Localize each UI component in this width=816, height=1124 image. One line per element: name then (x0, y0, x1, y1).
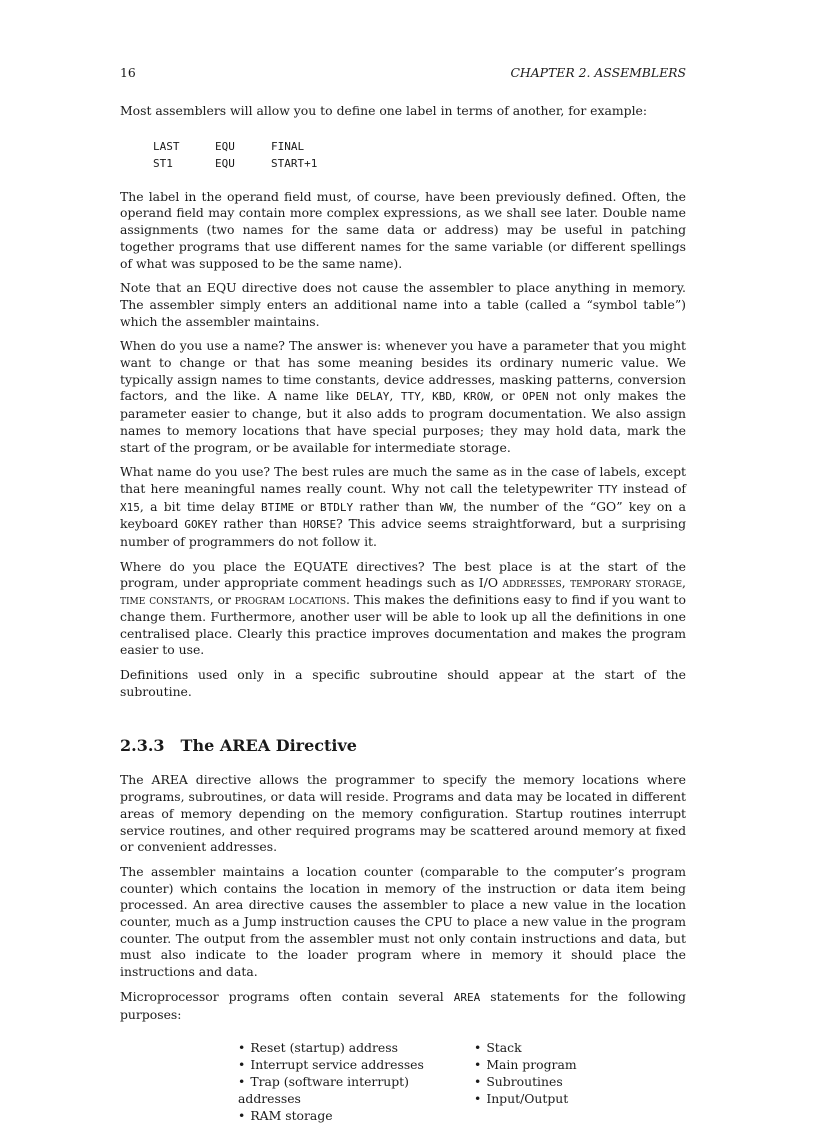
page-number: 16 (120, 65, 136, 80)
code-label: ST1 (153, 156, 173, 170)
code-op: EQU (215, 156, 235, 170)
list-item: • Interrupt service addresses (238, 1056, 456, 1073)
list-item: • Reset (startup) address (238, 1039, 456, 1056)
purpose-list (238, 1039, 686, 1124)
paragraph-area-purposes: Microprocessor programs often contain several AREA statements for the following purposes: (120, 988, 686, 1022)
page (120, 64, 686, 1124)
paragraph-operand-field: The label in the operand field must, of course, have been previously defined. Often, the operand field may contain more complex expressions, as we shall see later. Double name assignments (two names for the same data or address) may be useful in patching together programs that use different names for the same variable (or different spellings of what was supposed to be the same name). (120, 188, 686, 271)
paragraph-area-directive: The AREA directive allows the programmer to specify the memory locations where programs, subroutines, or data will reside. Programs and data may be located in different areas of memory depending on the memory configuration. Startup routines interrupt service routines, and other required programs may be scattered around memory at fixed or convenient addresses. (120, 772, 686, 855)
list-item: • Main program (474, 1056, 577, 1073)
list-item: • Input/Output (474, 1090, 577, 1107)
list-item: • Stack (474, 1039, 577, 1056)
code-line (153, 155, 686, 172)
code-op: EQU (215, 139, 235, 153)
running-head (120, 64, 686, 82)
chapter-title: CHAPTER 2. ASSEMBLERS (510, 65, 686, 80)
code-line (153, 138, 686, 155)
paragraph-location-counter: The assembler maintains a location counter (comparable to the computer’s program counter) which contains the location in memory of the instruction or data item being processed. An area directive causes the assembler to place a new value in the location counter, much as a Jump instruction causes the CPU to place a new value in the program counter. The output from the assembler must not only contain instructions and data, but must also indicate to the loader program where in memory it should place the instructions and data. (120, 863, 686, 980)
code-label: LAST (153, 139, 180, 153)
code-operand: START+1 (271, 156, 318, 170)
list-item: • Trap (software interrupt) addresses (238, 1073, 456, 1107)
intro-paragraph: Most assemblers will allow you to define one label in terms of another, for example: (120, 103, 648, 118)
paragraph-when-use-name: When do you use a name? The answer is: whenever you have a parameter that you might want to change or that has some meaning besides its ordinary numeric value. We typically assign names to time constants, device addresses, masking patterns, conversion factors, and the like. A name like DELAY, TTY, KBD, KROW, or OPEN not only makes the parameter easier to change, but it also adds to program documentation. We also assign names to memory locations that have special purposes; they may hold data, mark the start of the program, or be available for intermediate storage. (120, 338, 686, 455)
section-heading (120, 736, 686, 756)
paragraph-definitions: Definitions used only in a specific subroutine should appear at the start of the subroutine. (120, 666, 686, 699)
purpose-list-left (238, 1039, 456, 1124)
paragraph-equ-note: Note that an EQU directive does not cause the assembler to place anything in memory. The assembler simply enters an additional name into a table (called a “symbol table”) which the assembler maintains. (120, 280, 686, 329)
purpose-list-right (474, 1039, 577, 1124)
section-title: The AREA Directive (180, 736, 357, 756)
section-number: 2.3.3 (120, 736, 165, 756)
list-item: • RAM storage (238, 1107, 456, 1124)
code-operand: FINAL (271, 139, 305, 153)
list-item: • Subroutines (474, 1073, 577, 1090)
paragraph-what-name: What name do you use? The best rules are much the same as in the case of labels, except that here meaningful names really count. Why not call the teletypewriter TTY instead of X15, a bit time delay BTIME or BTDLY rather than WW, the number of the “GO” key on a keyboard GOKEY rather than HORSE? This advice seems straightforward, but a surprising number of programmers do not follow it. (120, 464, 687, 550)
paragraph-where-place: Where do you place the EQUATE directives? The best place is at the start of the program, under appropriate comment headings such as I/O addresses, temporary storage, time constants, or program locations. This makes the definitions easy to find if you want to change them. Furthermore, another user will be able to look up all the definitions in one centralised place. Clearly this practice improves documentation and makes the program easier to use. (120, 558, 686, 658)
code-example (153, 138, 686, 172)
